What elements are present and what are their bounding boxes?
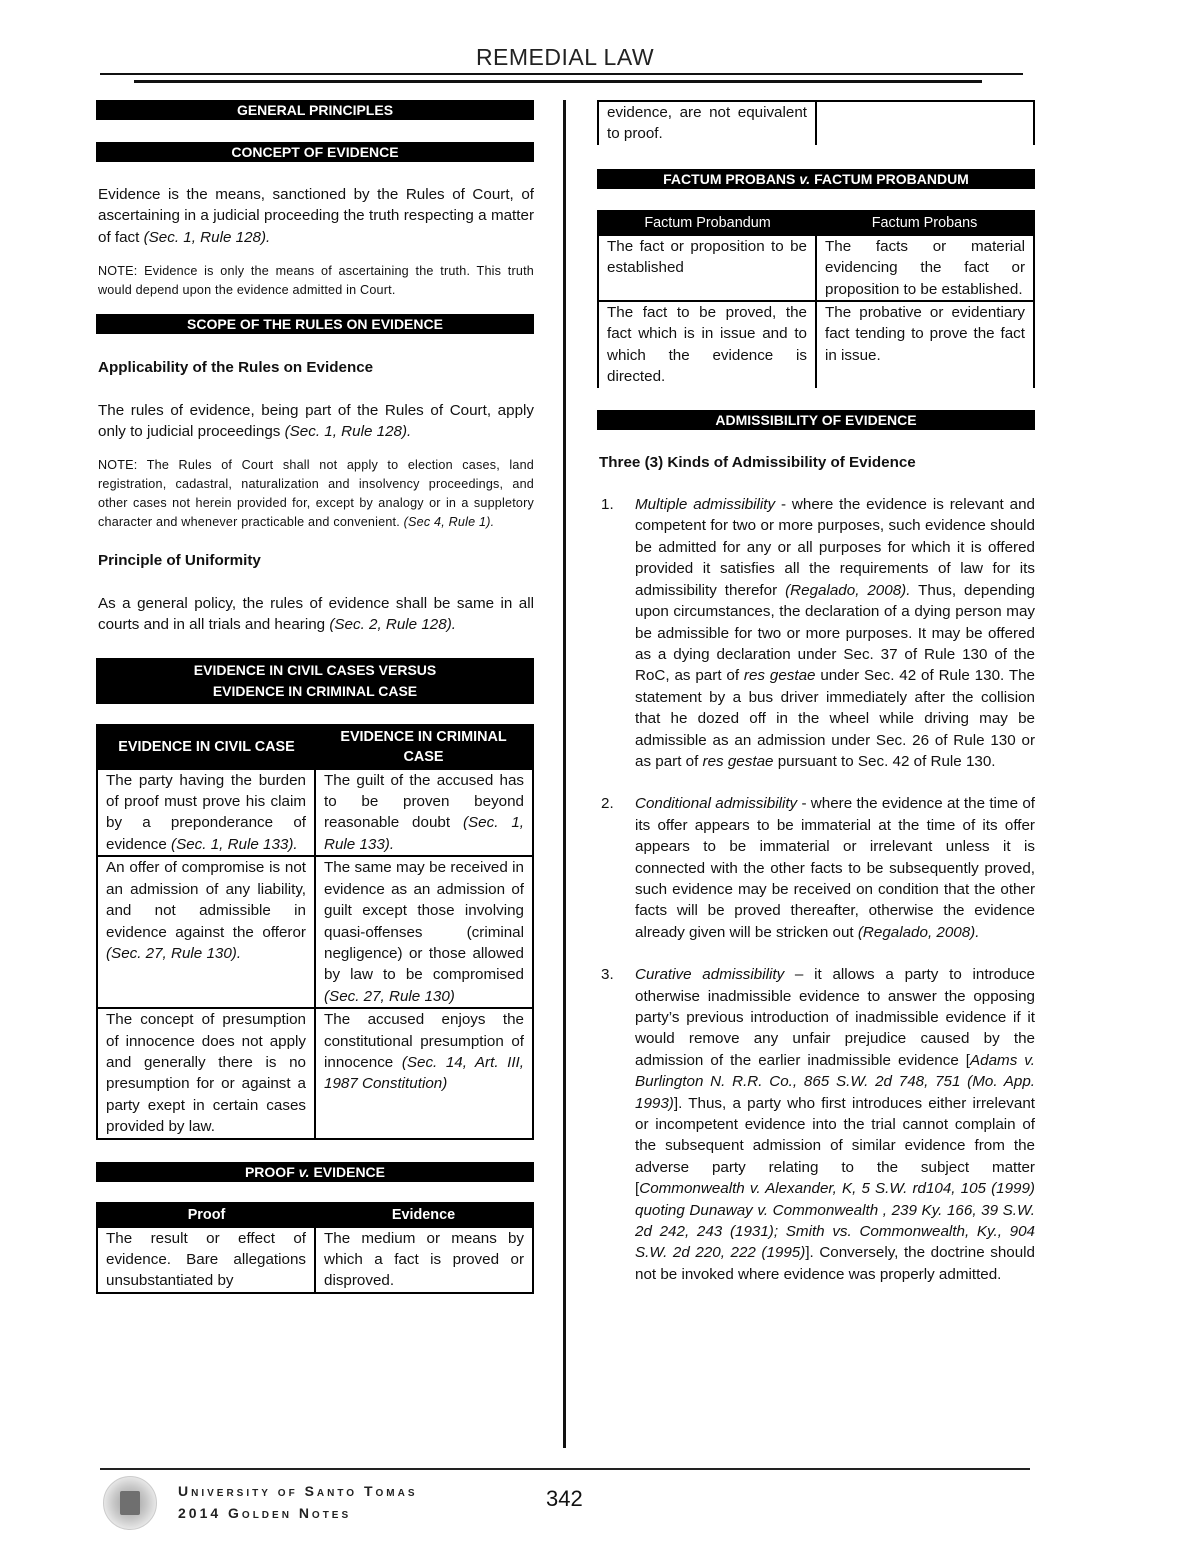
- subheading-kinds-admissibility: Three (3) Kinds of Admissibility of Evidence: [599, 453, 916, 471]
- table-row: [97, 1227, 533, 1293]
- applicability-text: The rules of evidence, being part of the Rules of Court, apply only to judicial proceedings: [98, 401, 534, 441]
- civil-cell: The concept of presumption of innocence does not apply and generally there is no presumption for or against a party exept in certain cases provided by law.: [97, 1008, 315, 1138]
- column-divider: [563, 100, 566, 1448]
- probandum-cell: The fact to be proved, the fact which is in issue and to which the evidence is directed.: [598, 301, 816, 388]
- header-rule: [100, 73, 1023, 75]
- table-row: [598, 301, 1034, 388]
- list-item: 3. Curative admissibility – it allows a party to introduce otherwise inadmissible evidence to answer the opposing party’s previous introduction of inadmissible evidence if it would remove any unfair prejudice caused by the admission of the earlier inadmissible evidence [Adams v. Burlington N. R.R. Co., 865 S.W. 2d 748, 751 (Mo. App. 1993)]. Thus, a party who first introduces either irrelevant or incompetent evidence into the trial cannot complain of the subsequent admission of similar evidence from the adverse party relating to the subject matter [Commonwealth v. Alexander, K, 5 S.W. rd104, 105 (1999) quoting Dunaway v. Commonwealth , 239 Ky. 166, 39 S.W. 2d 242, 243 (1931); Smith vs. Commonwealth, Ky., 904 S.W. 2d 220, 222 (1995)]. Conversely, the doctrine should not be invoked where evidence was properly admitted.: [601, 966, 1035, 1283]
- probans-cell: The probative or evidentiary fact tending to prove the fact in issue.: [816, 301, 1034, 388]
- page-header-title: REMEDIAL LAW: [475, 44, 655, 70]
- proof-cell: The result or effect of evidence. Bare allegations unsubstantiated by: [97, 1227, 315, 1293]
- section-heading-civil-vs-criminal: [96, 658, 534, 704]
- applicability-paragraph: [96, 400, 534, 443]
- table-row: [598, 101, 1034, 145]
- table-row: [598, 235, 1034, 301]
- section-heading-admissibility: ADMISSIBILITY OF EVIDENCE: [597, 410, 1035, 430]
- table-row: [97, 856, 533, 1008]
- evidence-column-header: Evidence: [315, 1203, 533, 1227]
- uniformity-paragraph: [96, 593, 534, 636]
- criminal-column-header: EVIDENCE IN CRIMINAL CASE: [315, 725, 533, 769]
- footer-golden-notes: 2014 Golden Notes: [178, 1505, 352, 1521]
- footer-rule: [100, 1468, 1030, 1470]
- uniformity-citation: (Sec. 2, Rule 128).: [329, 616, 456, 634]
- proof-evidence-table-continued: [597, 100, 1035, 145]
- civil-column-header: EVIDENCE IN CIVIL CASE: [97, 725, 315, 769]
- evidence-cell-continued: [816, 101, 1034, 145]
- concept-text: Evidence is the means, sanctioned by the Rules of Court, of ascertaining in a judicial proceeding the truth respecting a matter of fact: [98, 186, 534, 246]
- probandum-column-header: Factum Probandum: [598, 211, 816, 235]
- list-item: 1. Multiple admissibility - where the evidence is relevant and competent for two or more purposes, such evidence should be admitted for any or all purposes for which it is offered provided it satisfies all the requirements of law for its admissibility therefor (Regalado, 2008). Thus, depending upon circumstances, the declaration of a dying person may be admissible for two or more purposes. It may be offered as a dying declaration under Sec. 37 of Rule 130 of the RoC, as part of res gestae under Sec. 42 of Rule 130. The statement by a bus driver immediately after the collision that he dozed off in the wheel while driving may be admissible as an admission under Sec. 26 of Rule 130 or as part of res gestae pursuant to Sec. 42 of Rule 130.: [601, 496, 1035, 770]
- criminal-cell: The accused enjoys the constitutional presumption of innocence (Sec. 14, Art. III, 1987 Constitution): [315, 1008, 533, 1138]
- page-number: 342: [546, 1486, 583, 1511]
- note-election-text: NOTE: The Rules of Court shall not apply to election cases, land registration, cadastral, naturalization and insolvency proceedings, and other cases not herein provided for, except by analogy or in a suppletory character and whenever practicable and convenient.: [98, 458, 534, 530]
- factum-table: [597, 210, 1035, 388]
- concept-citation: (Sec. 1, Rule 128).: [143, 228, 271, 246]
- probans-cell: The facts or material evidencing the fact or proposition to be established.: [816, 235, 1034, 301]
- criminal-cell: The guilt of the accused has to be proven beyond reasonable doubt (Sec. 1, Rule 133).: [315, 769, 533, 857]
- criminal-cell: The same may be received in evidence as an admission of guilt except those involving quasi-offenses (criminal negligence) or those allowed by law to be compromised (Sec. 27, Rule 130): [315, 856, 533, 1008]
- table-row: [97, 769, 533, 857]
- proof-column-header: Proof: [97, 1203, 315, 1227]
- note-truth: NOTE: Evidence is only the means of ascertaining the truth. This truth would depend upon the evidence admitted in Court.: [98, 264, 534, 298]
- evidence-cell: The medium or means by which a fact is proved or disproved.: [315, 1227, 533, 1293]
- section-heading-general-principles: GENERAL PRINCIPLES: [96, 100, 534, 120]
- uniformity-text: As a general policy, the rules of evidence shall be same in all courts and in all trials and hearing: [98, 594, 534, 634]
- university-seal-icon: [103, 1476, 157, 1530]
- subheading-applicability: Applicability of the Rules on Evidence: [98, 359, 374, 377]
- civil-criminal-table: [96, 724, 534, 1140]
- header-rule-secondary: [134, 80, 982, 83]
- civil-vs-criminal-line2: EVIDENCE IN CRIMINAL CASE: [212, 682, 418, 699]
- concept-paragraph: [96, 184, 534, 248]
- admissibility-kinds-list: [597, 494, 1035, 1285]
- section-heading-factum: FACTUM PROBANS v. FACTUM PROBANDUM: [597, 169, 1035, 189]
- probans-column-header: Factum Probans: [816, 211, 1034, 235]
- note-election-cases: [96, 456, 534, 532]
- proof-cell-continued: evidence, are not equivalent to proof.: [598, 101, 816, 145]
- civil-cell: An offer of compromise is not an admission of any liability, and not admissible in evidence against the offeror (Sec. 27, Rule 130).: [97, 856, 315, 1008]
- table-row: [97, 1008, 533, 1138]
- section-heading-proof-v-evidence: PROOF v. EVIDENCE: [96, 1162, 534, 1182]
- note-election-citation: (Sec 4, Rule 1).: [403, 515, 495, 530]
- list-item: 2. Conditional admissibility - where the evidence at the time of its offer appears to be immaterial at the time of its offer appears to be immaterial or irrelevant unless it is connected with the other facts to be subsequently proved, such evidence may be received on condition that the other facts will be proved thereafter, otherwise the evidence already given will be stricken out (Regalado, 2008).: [601, 795, 1035, 941]
- left-column: [96, 100, 534, 1294]
- probandum-cell: The fact or proposition to be established: [598, 235, 816, 301]
- proof-evidence-table: [96, 1202, 534, 1294]
- applicability-citation: (Sec. 1, Rule 128).: [284, 423, 412, 441]
- civil-cell: The party having the burden of proof must prove his claim by a preponderance of evidence (Sec. 1, Rule 133).: [97, 769, 315, 857]
- section-heading-scope: SCOPE OF THE RULES ON EVIDENCE: [96, 314, 534, 334]
- subheading-uniformity: Principle of Uniformity: [98, 552, 261, 570]
- section-heading-concept-of-evidence: CONCEPT OF EVIDENCE: [96, 142, 534, 162]
- footer-university: University of Santo Tomas: [178, 1483, 418, 1499]
- right-column: [597, 100, 1035, 1285]
- civil-vs-criminal-line1: EVIDENCE IN CIVIL CASES VERSUS: [193, 661, 437, 678]
